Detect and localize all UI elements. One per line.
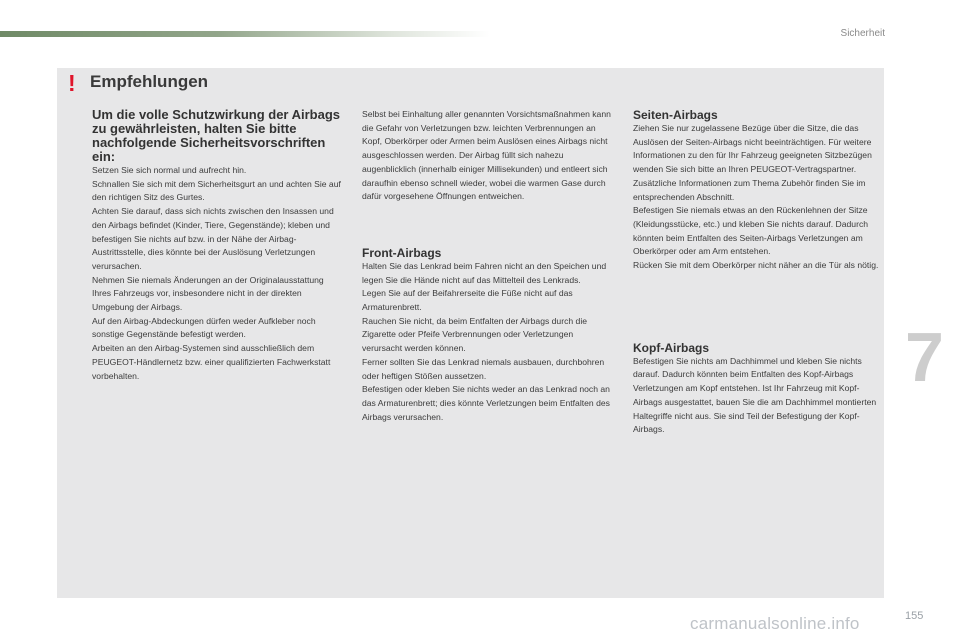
spacer	[633, 273, 883, 341]
paragraph: Befestigen oder kleben Sie nichts weder an das Lenkrad noch an das Armaturenbrett; dies könnte Verletzungen beim Entfalten des Airbags verursachen.	[362, 384, 610, 422]
spacer	[362, 204, 614, 246]
section-title: Sicherheit	[840, 28, 885, 39]
paragraph: Befestigen Sie nichts am Dachhimmel und kleben Sie nichts darauf. Dadurch könnten beim Entfalten des Kopf-Airbags Verletzungen am Kopf entstehen. Ist Ihr Fahrzeug mit Kopf-Airbags ausgestattet, bauen Sie die am Dachhimmel montierten Haltegriffe nicht aus. Sie sind Teil der Befestigung der Kopf-Airbags.	[633, 355, 877, 435]
paragraph: Ziehen Sie nur zugelassene Bezüge über die Sitze, die das Auslösen der Seiten-Airbags nicht beeinträchtigen. Für weitere Informationen zu den für Ihr Fahrzeug geeigneten Sitzbezügen wenden Sie sich bitte an Ihren PEUGEOT-Vertragspartner. Zusätzliche Informationen zum Thema Zubehör finden Sie im entsprechenden Abschnitt.	[633, 123, 872, 202]
header-accent-bar	[0, 31, 490, 37]
front-airbags-heading: Front-Airbags	[362, 245, 442, 260]
paragraph: Nehmen Sie niemals Änderungen an der Originalausstattung Ihres Fahrzeugs vor, insbesondere nicht in der direkten Umgebung der Airbags.	[92, 274, 324, 313]
column-side-head-airbags	[633, 108, 883, 437]
paragraph: Setzen Sie sich normal und aufrecht hin.	[92, 165, 247, 175]
side-airbags-heading: Seiten-Airbags	[633, 108, 718, 122]
chapter-number: 7	[905, 318, 944, 396]
column-front-airbags	[362, 108, 614, 424]
paragraph: Halten Sie das Lenkrad beim Fahren nicht an den Speichen und legen Sie die Hände nicht auf das Mittelteil des Lenkrads.	[362, 260, 607, 285]
paragraph: Achten Sie darauf, dass sich nichts zwischen den Insassen und den Airbags befindet (Kinder, Tiere, Gegenstände); kleben und befestigen Sie nichts auf bzw. in der Nähe der Airbag-Austrittsstelle, dies könnte bei der Auslösung Verletzungen verursachen.	[92, 206, 334, 271]
watermark: carmanualsonline.info	[690, 614, 860, 633]
paragraph: Ferner sollten Sie das Lenkrad niemals ausbauen, durchbohren oder heftigen Stößen aussetzen.	[362, 356, 605, 381]
page-number: 155	[905, 610, 924, 622]
paragraph: Arbeiten an den Airbag-Systemen sind ausschließlich dem PEUGEOT-Händlernetz bzw. einer qualifizierten Fachwerkstatt vorbehalten.	[92, 343, 331, 381]
paragraph: Legen Sie auf der Beifahrerseite die Füße nicht auf das Armaturenbrett.	[362, 288, 573, 313]
panel-title: Empfehlungen	[90, 72, 209, 91]
paragraph: Befestigen Sie niemals etwas an den Rückenlehnen der Sitze (Kleidungsstücke, etc.) und kleben Sie nichts darauf. Dadurch könnten beim Entfalten des Seiten-Airbags Verletzungen am Oberkörper oder am Arm entstehen.	[633, 205, 869, 257]
warning-exclamation-icon: !	[68, 70, 76, 96]
safety-rules-heading: Um die volle Schutzwirkung der Airbags zu gewährleisten, halten Sie bitte nachfolgende Sicherheitsvorschriften ein:	[92, 107, 341, 164]
head-airbags-heading: Kopf-Airbags	[633, 340, 709, 355]
paragraph: Auf den Airbag-Abdeckungen dürfen weder Aufkleber noch sonstige Gegenstände befestigt werden.	[92, 315, 316, 340]
intro-paragraph: Selbst bei Einhaltung aller genannten Vorsichtsmaßnahmen kann die Gefahr von Verletzungen bzw. leichten Verbrennungen an Kopf, Oberkörper oder Armen beim Auslösen eines Airbags nicht ausgeschlossen werden. Der Airbag füllt sich nahezu augenblicklich (innerhalb einiger Millisekunden) und entleert sich daraufhin ebenso schnell wieder, wobei die warmen Gase durch dafür vorgesehene Öffnungen entweichen.	[362, 109, 611, 202]
paragraph: Rauchen Sie nicht, da beim Entfalten der Airbags durch die Zigarette oder Pfeife Verbrennungen oder Verletzungen verursacht werden können.	[362, 315, 588, 354]
paragraph: Schnallen Sie sich mit dem Sicherheitsgurt an und achten Sie auf den richtigen Sitz des Gurtes.	[92, 178, 341, 203]
paragraph: Rücken Sie mit dem Oberkörper nicht näher an die Tür als nötig.	[633, 260, 879, 271]
column-safety-rules	[92, 108, 344, 383]
